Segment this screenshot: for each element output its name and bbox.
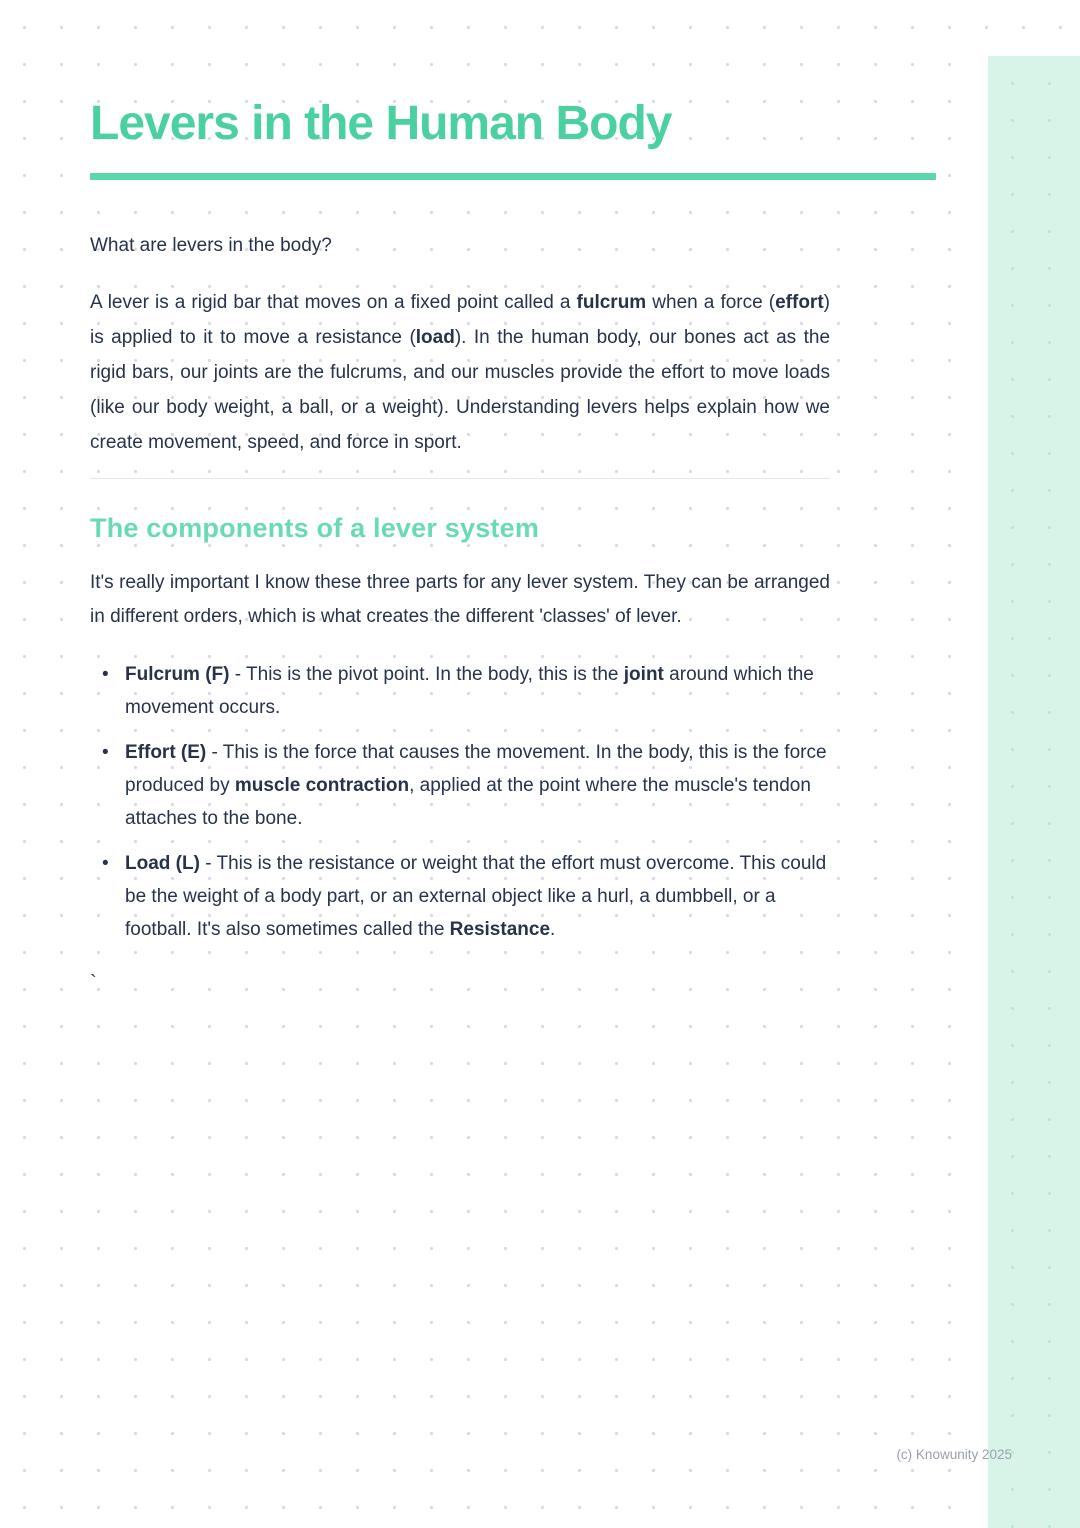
stripe-white-gap xyxy=(975,56,988,1528)
list-item-fulcrum: • Fulcrum (F) - This is the pivot point. In the body, this is the joint around which the movement occurs. xyxy=(125,658,830,724)
intro-question: What are levers in the body? xyxy=(90,235,332,257)
section-divider xyxy=(90,478,830,479)
document-content xyxy=(90,96,936,995)
title-underline-bar xyxy=(90,173,936,180)
intro-paragraph: A lever is a rigid bar that moves on a fixed point called a fulcrum when a force (effort) is applied to it to move a resistance (load). In the human body, our bones act as the rigid bars, our joints are the fulcrums, and our muscles provide the effort to move loads (like our body weight, a ball, or a weight). Understanding levers helps explain how we create movement, speed, and force in sport. xyxy=(90,292,831,454)
list-item-load: • Load (L) - This is the resistance or weight that the effort must overcome. This could be the weight of a body part, or an external object like a hurl, a dumbbell, or a football. It's also sometimes called the Resistance. xyxy=(125,847,830,946)
lever-components-list xyxy=(90,658,830,946)
section-heading: The components of a lever system xyxy=(90,513,540,544)
copyright-note: (c) Knowunity 2025 xyxy=(896,1447,1012,1462)
decorative-right-stripe xyxy=(988,56,1080,1528)
stray-backtick-character: ` xyxy=(90,972,97,995)
page-title: Levers in the Human Body xyxy=(90,97,672,150)
list-item-effort: • Effort (E) - This is the force that causes the movement. In the body, this is the force produced by muscle contraction, applied at the point where the muscle's tendon attaches to the bone. xyxy=(125,736,830,835)
section-paragraph: It's really important I know these three parts for any lever system. They can be arranged in different orders, which is what creates the different 'classes' of lever. xyxy=(90,572,830,628)
